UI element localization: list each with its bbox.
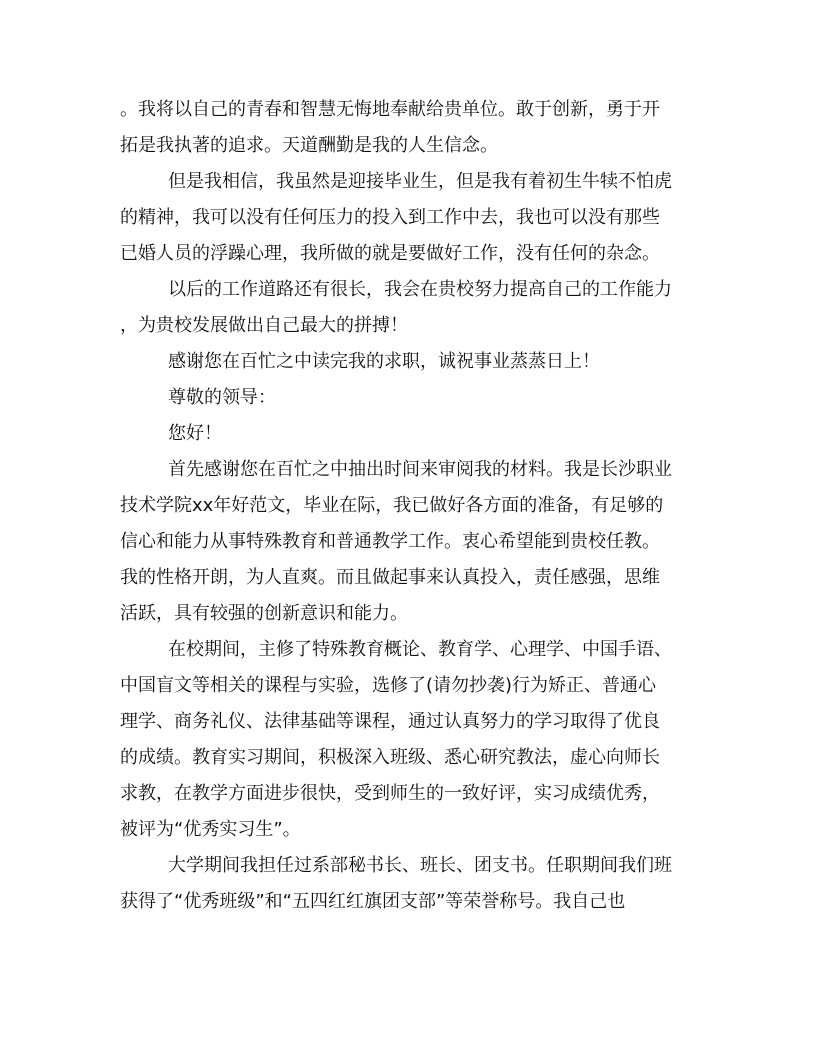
text-line: ，为贵校发展做出自己最大的拼搏！ xyxy=(120,315,408,336)
text-line: 活跃，具有较强的创新意识和能力。 xyxy=(120,603,408,624)
greeting: 您好！ xyxy=(168,423,222,444)
text-line: 拓是我执著的追求。天道酬勤是我的人生信念。 xyxy=(120,135,498,156)
text-line: 。我将以自己的青春和智慧无悔地奉献给贵单位。敢于创新，勇于开 xyxy=(120,99,660,120)
text-line: 中国盲文等相关的课程与实验，选修了(请勿抄袭)行为矫正、普通心 xyxy=(120,675,657,696)
paragraph xyxy=(120,416,695,452)
text-line: 已婚人员的浮躁心理，我所做的就是要做好工作，没有任何的杂念。 xyxy=(120,243,660,264)
text-line: 获得了“优秀班级”和“五四红红旗团支部”等荣誉称号。我自己也 xyxy=(120,891,626,912)
text-line: 以后的工作道路还有很长，我会在贵校努力提高自己的工作能力 xyxy=(168,279,672,300)
text-line: 技术学院xx年好范文，毕业在际，我已做好各方面的准备，有足够的 xyxy=(120,495,664,516)
text-line: 信心和能力从事特殊教育和普通教学工作。衷心希望能到贵校任教。 xyxy=(120,531,660,552)
paragraph xyxy=(120,848,695,920)
text-line: 的精神，我可以没有任何压力的投入到工作中去，我也可以没有那些 xyxy=(120,207,660,228)
text-line: 在校期间，主修了特殊教育概论、教育学、心理学、中国手语、 xyxy=(168,639,672,660)
paragraph xyxy=(120,272,695,344)
text-line: 大学期间我担任过系部秘书长、班长、团支书。任职期间我们班 xyxy=(168,855,672,876)
document-body xyxy=(120,92,695,920)
text-line: 首先感谢您在百忙之中抽出时间来审阅我的材料。我是长沙职业 xyxy=(168,459,672,480)
text-line: 的成绩。教育实习期间，积极深入班级、悉心研究教法，虚心向师长 xyxy=(120,747,660,768)
text-line: 感谢您在百忙之中读完我的求职，诚祝事业蒸蒸日上！ xyxy=(168,351,600,372)
text-line: 理学、商务礼仪、法律基础等课程，通过认真努力的学习取得了优良 xyxy=(120,711,660,732)
paragraph xyxy=(120,452,695,632)
paragraph xyxy=(120,380,695,416)
text-line: 被评为“优秀实习生”。 xyxy=(120,819,301,840)
text-line: 我的性格开朗，为人直爽。而且做起事来认真投入，责任感强，思维 xyxy=(120,567,660,588)
text-line: 但是我相信，我虽然是迎接毕业生，但是我有着初生牛犊不怕虎 xyxy=(168,171,672,192)
text-line: 求教，在教学方面进步很快，受到师生的一致好评，实习成绩优秀， xyxy=(120,783,660,804)
paragraph xyxy=(120,92,695,164)
salutation: 尊敬的领导： xyxy=(168,387,276,408)
paragraph xyxy=(120,344,695,380)
paragraph xyxy=(120,164,695,272)
paragraph xyxy=(120,632,695,848)
